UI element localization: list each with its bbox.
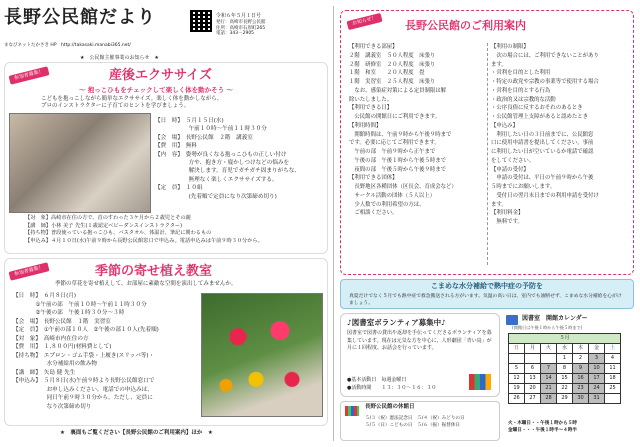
- day-cell: 20: [525, 384, 541, 394]
- closed-days-list: [365, 415, 465, 429]
- detail-line: ②午後の部 午後１時３０分～３時: [13, 310, 125, 316]
- detail-line: ①午前の部 午前１０時～午前１１時３０分: [13, 301, 147, 308]
- exercise-details: [155, 117, 300, 201]
- exercise-title: 産後エクササイズ: [109, 68, 212, 83]
- usage-col-right: [491, 43, 599, 227]
- detail-line: 【日 時】 ５月１５日(水): [155, 118, 224, 124]
- footer-line: 【持ち物】普段使っている抱っこひも、バスタオル、体温計、筆記に関わるもの: [25, 230, 212, 237]
- newsletter-title: 長野公民館だより: [4, 7, 156, 28]
- detail-line: 【講 師】 矢島 健 先生: [13, 369, 76, 376]
- calendar-grid: [508, 333, 621, 404]
- day-cell: 28: [541, 394, 557, 404]
- detail-line: 【費 用】 １,８００円(材料費として): [13, 344, 112, 350]
- day-cell: 30: [573, 394, 589, 404]
- usage-line: 長野地区各種団体（区長会、育成会など）: [349, 184, 457, 190]
- calendar-week: [509, 394, 621, 404]
- usage-line: ・公序良俗に反するおそれのあるとき: [491, 105, 583, 112]
- legend-line: 火・木曜日・・午後１時から５時: [508, 421, 577, 426]
- usage-line: ・政治的又は宗教的な活動: [491, 96, 556, 103]
- usage-line: ・営利を目的とした利用: [491, 70, 551, 77]
- books-icon: [469, 374, 491, 390]
- intro-line: プロのインストラクターに子育てのヒントを学びましょう。: [41, 103, 190, 110]
- legend-line: 金曜日・・・午後１時半～４時半: [508, 427, 577, 433]
- day-cell: 15: [557, 374, 573, 384]
- day-cell: 6: [525, 364, 541, 374]
- detail-line: 【申込み】 ５月８日(水)午前９時より長野公民館窓口で: [13, 378, 155, 384]
- calendar-week: [509, 374, 621, 384]
- calendar-week: [509, 364, 621, 374]
- usage-line: 【利用できる日】: [349, 105, 393, 112]
- detail-line: 【日 時】 ６月８日(月): [13, 293, 77, 299]
- footer-line: 【講 師】小林 美子 先生(１歳認定ベビーダンスインストラクター): [25, 222, 183, 229]
- day-cell: 29: [557, 394, 573, 404]
- detail-line: 【費 用】 無料: [155, 143, 197, 150]
- closed-day: ５/６（振）振替休日: [417, 423, 461, 429]
- detail-line: (先着順で定員になり次第締め切り): [155, 193, 277, 200]
- usage-line: 【利用時間】: [349, 122, 382, 129]
- day-cell: 9: [573, 364, 589, 374]
- usage-line: ・営利を目的とする行為: [491, 87, 551, 94]
- day-cell: 13: [525, 374, 541, 384]
- usage-line: ５時までにお願いします。: [491, 184, 556, 190]
- calendar-week: [509, 384, 621, 394]
- usage-line: 開館時間は、午前９時から午後９時まで: [349, 131, 452, 138]
- weekday-cell: 土: [605, 344, 621, 354]
- day-cell: 3: [589, 354, 605, 364]
- detail-line: 水分補給用の飲み物: [13, 361, 97, 367]
- calendar-title: 図書室 開館カレンダー: [522, 315, 588, 322]
- day-cell: 1: [557, 354, 573, 364]
- schedule-line: ●活動時間 １３：３０～１６：３０: [347, 385, 437, 391]
- day-cell: 27: [525, 394, 541, 404]
- planting-section: [4, 258, 328, 426]
- detail-line: お申し込みください。電話での申込みは、: [13, 386, 153, 393]
- detail-line: 【内 容】 姿勢が良くなる抱っこひもの正しい付け: [155, 151, 287, 158]
- day-cell: 2: [573, 354, 589, 364]
- detail-line: 【定 員】 ①午前の部１０人 ②午後の部１０人(先着順): [13, 327, 159, 333]
- weekday-cell: 水: [557, 344, 573, 354]
- usage-line: １階 実習室 ２５人程度 床張り: [349, 79, 436, 85]
- homepage-url[interactable]: まなびネットたかさき HP http://takasaki.manabi365.net/: [4, 43, 131, 48]
- day-cell: 5: [509, 364, 525, 374]
- usage-line: 口に使用申請書を提出してください。事前: [491, 140, 594, 147]
- planting-intro: 季節の草花を寄せ植えして、お部屋に素敵な空間を演出してみませんか。: [55, 281, 237, 287]
- flag-icon: [345, 406, 359, 416]
- day-cell: [605, 394, 621, 404]
- weekday-cell: 火: [541, 344, 557, 354]
- closed-day: ５/５（日）こどもの日: [365, 423, 413, 429]
- day-cell: 23: [573, 384, 589, 394]
- intro-line: こどもを抱っこしながら簡単なエクササイズ。楽しく体を動かしながら、: [41, 96, 223, 102]
- usage-line: ご相談ください。: [349, 210, 398, 217]
- book-icon: [506, 315, 518, 325]
- day-cell: 4: [605, 354, 621, 364]
- volunteer-title: ♪図書室ボランティア募集中♪: [347, 318, 446, 327]
- weekday-row: [509, 344, 621, 354]
- day-cell: 18: [605, 374, 621, 384]
- usage-line: 午前の部 午前９時から正午まで: [349, 149, 436, 155]
- calendar-week: [509, 354, 621, 364]
- weekday-cell: 木: [573, 344, 589, 354]
- volunteer-body: 図書室で図書の貸出や返却を手伝ってくださるボランティアを募集しています。現在は元気な方を中心に、人形劇団「青い鳥」が月に１回程度、お話会を行っています。: [347, 330, 492, 351]
- exercise-photo: [9, 113, 151, 213]
- calendar-month: ５月: [509, 334, 621, 344]
- day-cell: 22: [557, 384, 573, 394]
- volunteer-section: [340, 313, 500, 397]
- usage-line: をしてください。: [491, 157, 535, 164]
- usage-guide-title: 長野公民館のご利用案内: [405, 19, 526, 32]
- calendar-legend: [508, 421, 577, 434]
- usage-line: 申請の受付は、平日の午前９時から午後: [491, 175, 594, 182]
- library-calendar: [506, 313, 634, 441]
- usage-line: サークル活動の団体（５人以上）: [349, 192, 436, 199]
- detail-line: 【定 員】 １０組: [155, 185, 203, 192]
- detail-line: 無理なく楽しくエクササイズする。: [155, 176, 278, 183]
- detail-line: なり次第締め切り: [13, 403, 92, 410]
- detail-line: 【対 象】 高崎市内在住の方: [13, 335, 89, 342]
- usage-col-divider: [487, 43, 488, 265]
- day-cell: 26: [509, 394, 525, 404]
- usage-line: 【申請の受付】: [491, 166, 529, 173]
- heatstroke-title: こまめな水分補給で熱中症の予防を: [431, 282, 543, 290]
- publisher-line: 住所：高崎市石原町265: [216, 25, 266, 31]
- usage-line: 午後の部 午後１時から午後５時まで: [349, 157, 447, 164]
- recruit-tag: 参加者募集！: [9, 262, 50, 280]
- usage-line: 除いたしました。: [349, 96, 393, 103]
- closed-days-title: 長野公民館の休館日: [365, 404, 415, 410]
- usage-line: 受付日の翌月末日までの利用申請を受付け: [491, 192, 599, 199]
- detail-line: 午前１０時～午前１１時３０分: [155, 126, 267, 133]
- usage-line: 無料です。: [491, 219, 523, 225]
- heatstroke-body: 真夏だけでなく５月でも熱中症で救急搬送される方がいます。気温の高い日は、室内でも油断せず、こまめな水分補給を心がけましょう。: [349, 294, 622, 306]
- column-divider: [333, 6, 334, 441]
- day-cell: [541, 354, 557, 364]
- usage-line: なお、感染症対策による定員制限は解: [349, 87, 447, 94]
- detail-line: 方や、抱き方・寝かしつけなどの悩みを: [155, 159, 290, 166]
- volunteer-schedule: [347, 376, 436, 392]
- usage-line: 公民館の開館日にご利用できます。: [349, 114, 441, 120]
- planting-title: 季節の寄せ植え教室: [95, 264, 213, 279]
- closed-day: ５/３（祝）憲法記念日: [365, 416, 413, 421]
- publisher-line: 発行：高崎市長野公民館: [216, 20, 266, 25]
- usage-line: 少人数での利用希望の方は、: [349, 201, 425, 208]
- weekday-cell: 月: [525, 344, 541, 354]
- usage-line: 利用したい日の３日前までに、公民館窓: [491, 131, 594, 138]
- usage-line: 【利用料金】: [491, 210, 524, 217]
- weekday-cell: 金: [589, 344, 605, 354]
- day-cell: 21: [541, 384, 557, 394]
- exercise-section: [4, 62, 328, 254]
- qr-code: [190, 10, 212, 32]
- detail-line: 【会 場】 長野公民館 ２階 講義室: [155, 134, 253, 141]
- closed-days-box: [340, 401, 500, 441]
- planting-details: [13, 292, 159, 411]
- exercise-intro: [41, 96, 222, 111]
- day-cell: 24: [589, 384, 605, 394]
- usage-line: です。必要に応じてご利用できます。: [349, 140, 440, 147]
- detail-line: 同日午前９時３０分から。ただし、定員に: [13, 395, 153, 401]
- day-cell: 12: [509, 374, 525, 384]
- usage-line: ２階 講義室 ５０人程度 床張り: [349, 52, 436, 59]
- usage-line: 【申込み】: [491, 122, 518, 129]
- usage-line: ・公民館管理上支障があると認めたとき: [491, 114, 589, 120]
- day-cell: 8: [557, 364, 573, 374]
- day-cell: 11: [605, 364, 621, 374]
- usage-line: ます。: [491, 61, 507, 68]
- day-cell: 14: [541, 374, 557, 384]
- detail-line: 解決します。育児でガチガチ固まりがちな、: [155, 168, 300, 175]
- usage-line: 【利用の制限】: [491, 44, 529, 50]
- notice-banner: ★ 公民館主催事業のお知らせ ★: [80, 55, 159, 61]
- day-cell: 10: [589, 364, 605, 374]
- flowers-photo: [201, 293, 323, 417]
- closed-day: ５/４（祝）みどりの日: [417, 416, 465, 421]
- day-cell: 25: [605, 384, 621, 394]
- detail-line: 【会 場】 長野公民館 １階 実習室: [13, 318, 111, 325]
- usage-line: ます。: [491, 201, 507, 208]
- publisher-line: 電話：343－2905: [216, 31, 255, 37]
- day-cell: 19: [509, 384, 525, 394]
- publisher-info: [216, 20, 266, 37]
- usage-line: 【利用できる団体】: [349, 175, 398, 182]
- footer-line: 【対 象】高崎市在住の方で、首のすわった３ケ月から２歳児とその親: [25, 215, 191, 221]
- day-cell: 31: [589, 394, 605, 404]
- back-page-notice: ★ 裏面もご覧ください【長野公民館のご利用案内】ほか ★: [60, 430, 213, 436]
- usage-line: １階 和室 ２０人程度 畳: [349, 70, 425, 77]
- usage-line: 【利用できる部屋】: [349, 44, 398, 50]
- issue-date: 令和６年５月１日号: [216, 13, 262, 19]
- day-cell: 17: [589, 374, 605, 384]
- schedule-line: ●基本活動日 毎週金曜日: [347, 377, 407, 383]
- detail-line: 【持ち物】 エプロン・ゴム手袋・上履き(スリッパ等)・: [13, 352, 155, 359]
- usage-guide-section: [340, 10, 634, 275]
- usage-col-left: [349, 43, 457, 218]
- day-cell: [509, 354, 525, 364]
- day-cell: 16: [573, 374, 589, 384]
- notice-tag: お知らせ！: [346, 13, 382, 30]
- usage-line: ２階 研修室 ２０人程度 床張り: [349, 61, 436, 68]
- exercise-footer: [25, 215, 263, 245]
- usage-line: ・特定の政党や宗教の事業等で使用する場合: [491, 79, 599, 85]
- calendar-note: (開館日は午後１時から午後５時まで): [512, 325, 583, 330]
- day-cell: [525, 354, 541, 364]
- usage-line: 夜間の部 午後５時から午後９時まで: [349, 166, 447, 173]
- heatstroke-box: [340, 279, 634, 309]
- day-cell: 7: [541, 364, 557, 374]
- exercise-subtitle: ～ 抱っこひもをチェックして楽しく体を動かそう ～: [79, 86, 233, 94]
- usage-line: 次の場合には、ご利用できないことがあり: [491, 52, 599, 59]
- usage-line: に利用したい日が空いているか電話で確認: [491, 149, 594, 155]
- footer-line: 【申込み】４月１０日(水)午前９時から長野公民館窓口で申込み。電話申込みは午前９時３０分から。: [25, 237, 263, 244]
- weekday-cell: 日: [509, 344, 525, 354]
- recruit-tag: 参加者募集！: [9, 66, 50, 84]
